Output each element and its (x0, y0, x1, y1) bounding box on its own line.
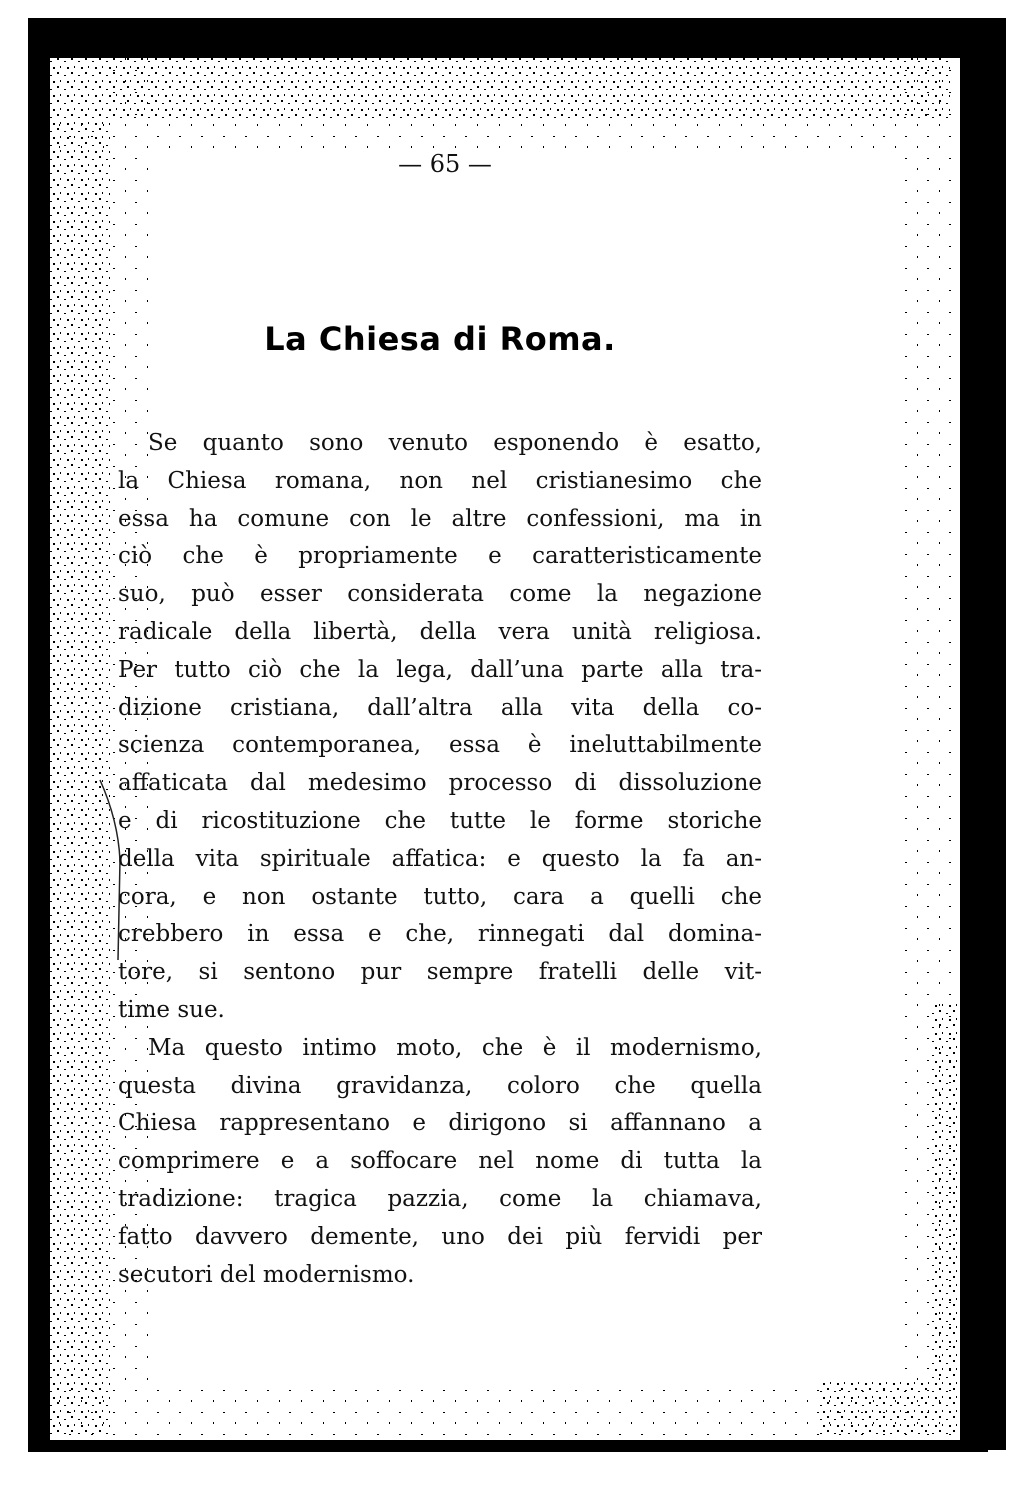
text-line: suo, può esser considerata come la negazione (118, 581, 762, 608)
text-line: essa ha comune con le altre confessioni, ma in (118, 505, 762, 532)
text-line: la Chiesa romana, non nel cristianesimo che (118, 467, 762, 494)
text-line: time sue. (118, 996, 225, 1023)
text-line: affaticata dal medesimo processo di dissoluzione (118, 770, 762, 797)
text-line: ciò che è propriamente e caratteristicamente (118, 543, 762, 570)
text-line: fatto davvero demente, uno dei più fervidi per (118, 1223, 762, 1250)
body-text (118, 425, 762, 1294)
text-line: secutori del modernismo. (118, 1261, 415, 1288)
text-line: cora, e non ostante tutto, cara a quelli che (118, 883, 762, 910)
text-line: tradizione: tragica pazzia, come la chiamava, (118, 1185, 762, 1212)
text-line: Se quanto sono venuto esponendo è esatto, (148, 430, 762, 456)
text-line: Per tutto ciò che la lega, dall’una parte alla tra- (118, 656, 762, 683)
text-line: Ma questo intimo moto, che è il modernismo, (148, 1034, 762, 1061)
text-line: comprimere e a soffocare nel nome di tutta la (118, 1148, 762, 1175)
text-line: della vita spirituale affatica: e questo la fa an- (118, 845, 762, 872)
text-line: questa divina gravidanza, coloro che quella (118, 1072, 762, 1099)
text-line: Chiesa rappresentano e dirigono si affannano a (118, 1110, 762, 1137)
chapter-title: La Chiesa di Roma. (264, 320, 616, 358)
text-line: scienza contemporanea, essa è ineluttabilmente (118, 732, 762, 759)
text-line: dizione cristiana, dall’altra alla vita della co- (118, 694, 762, 721)
text-line: radicale della libertà, della vera unità religiosa. (118, 618, 762, 645)
text-line: crebbero in essa e che, rinnegati dal domina- (118, 921, 762, 948)
page-number: — 65 — (398, 150, 492, 178)
text-line: tore, si sentono pur sempre fratelli delle vit- (118, 959, 762, 986)
text-line: e di ricostituzione che tutte le forme storiche (118, 807, 762, 834)
